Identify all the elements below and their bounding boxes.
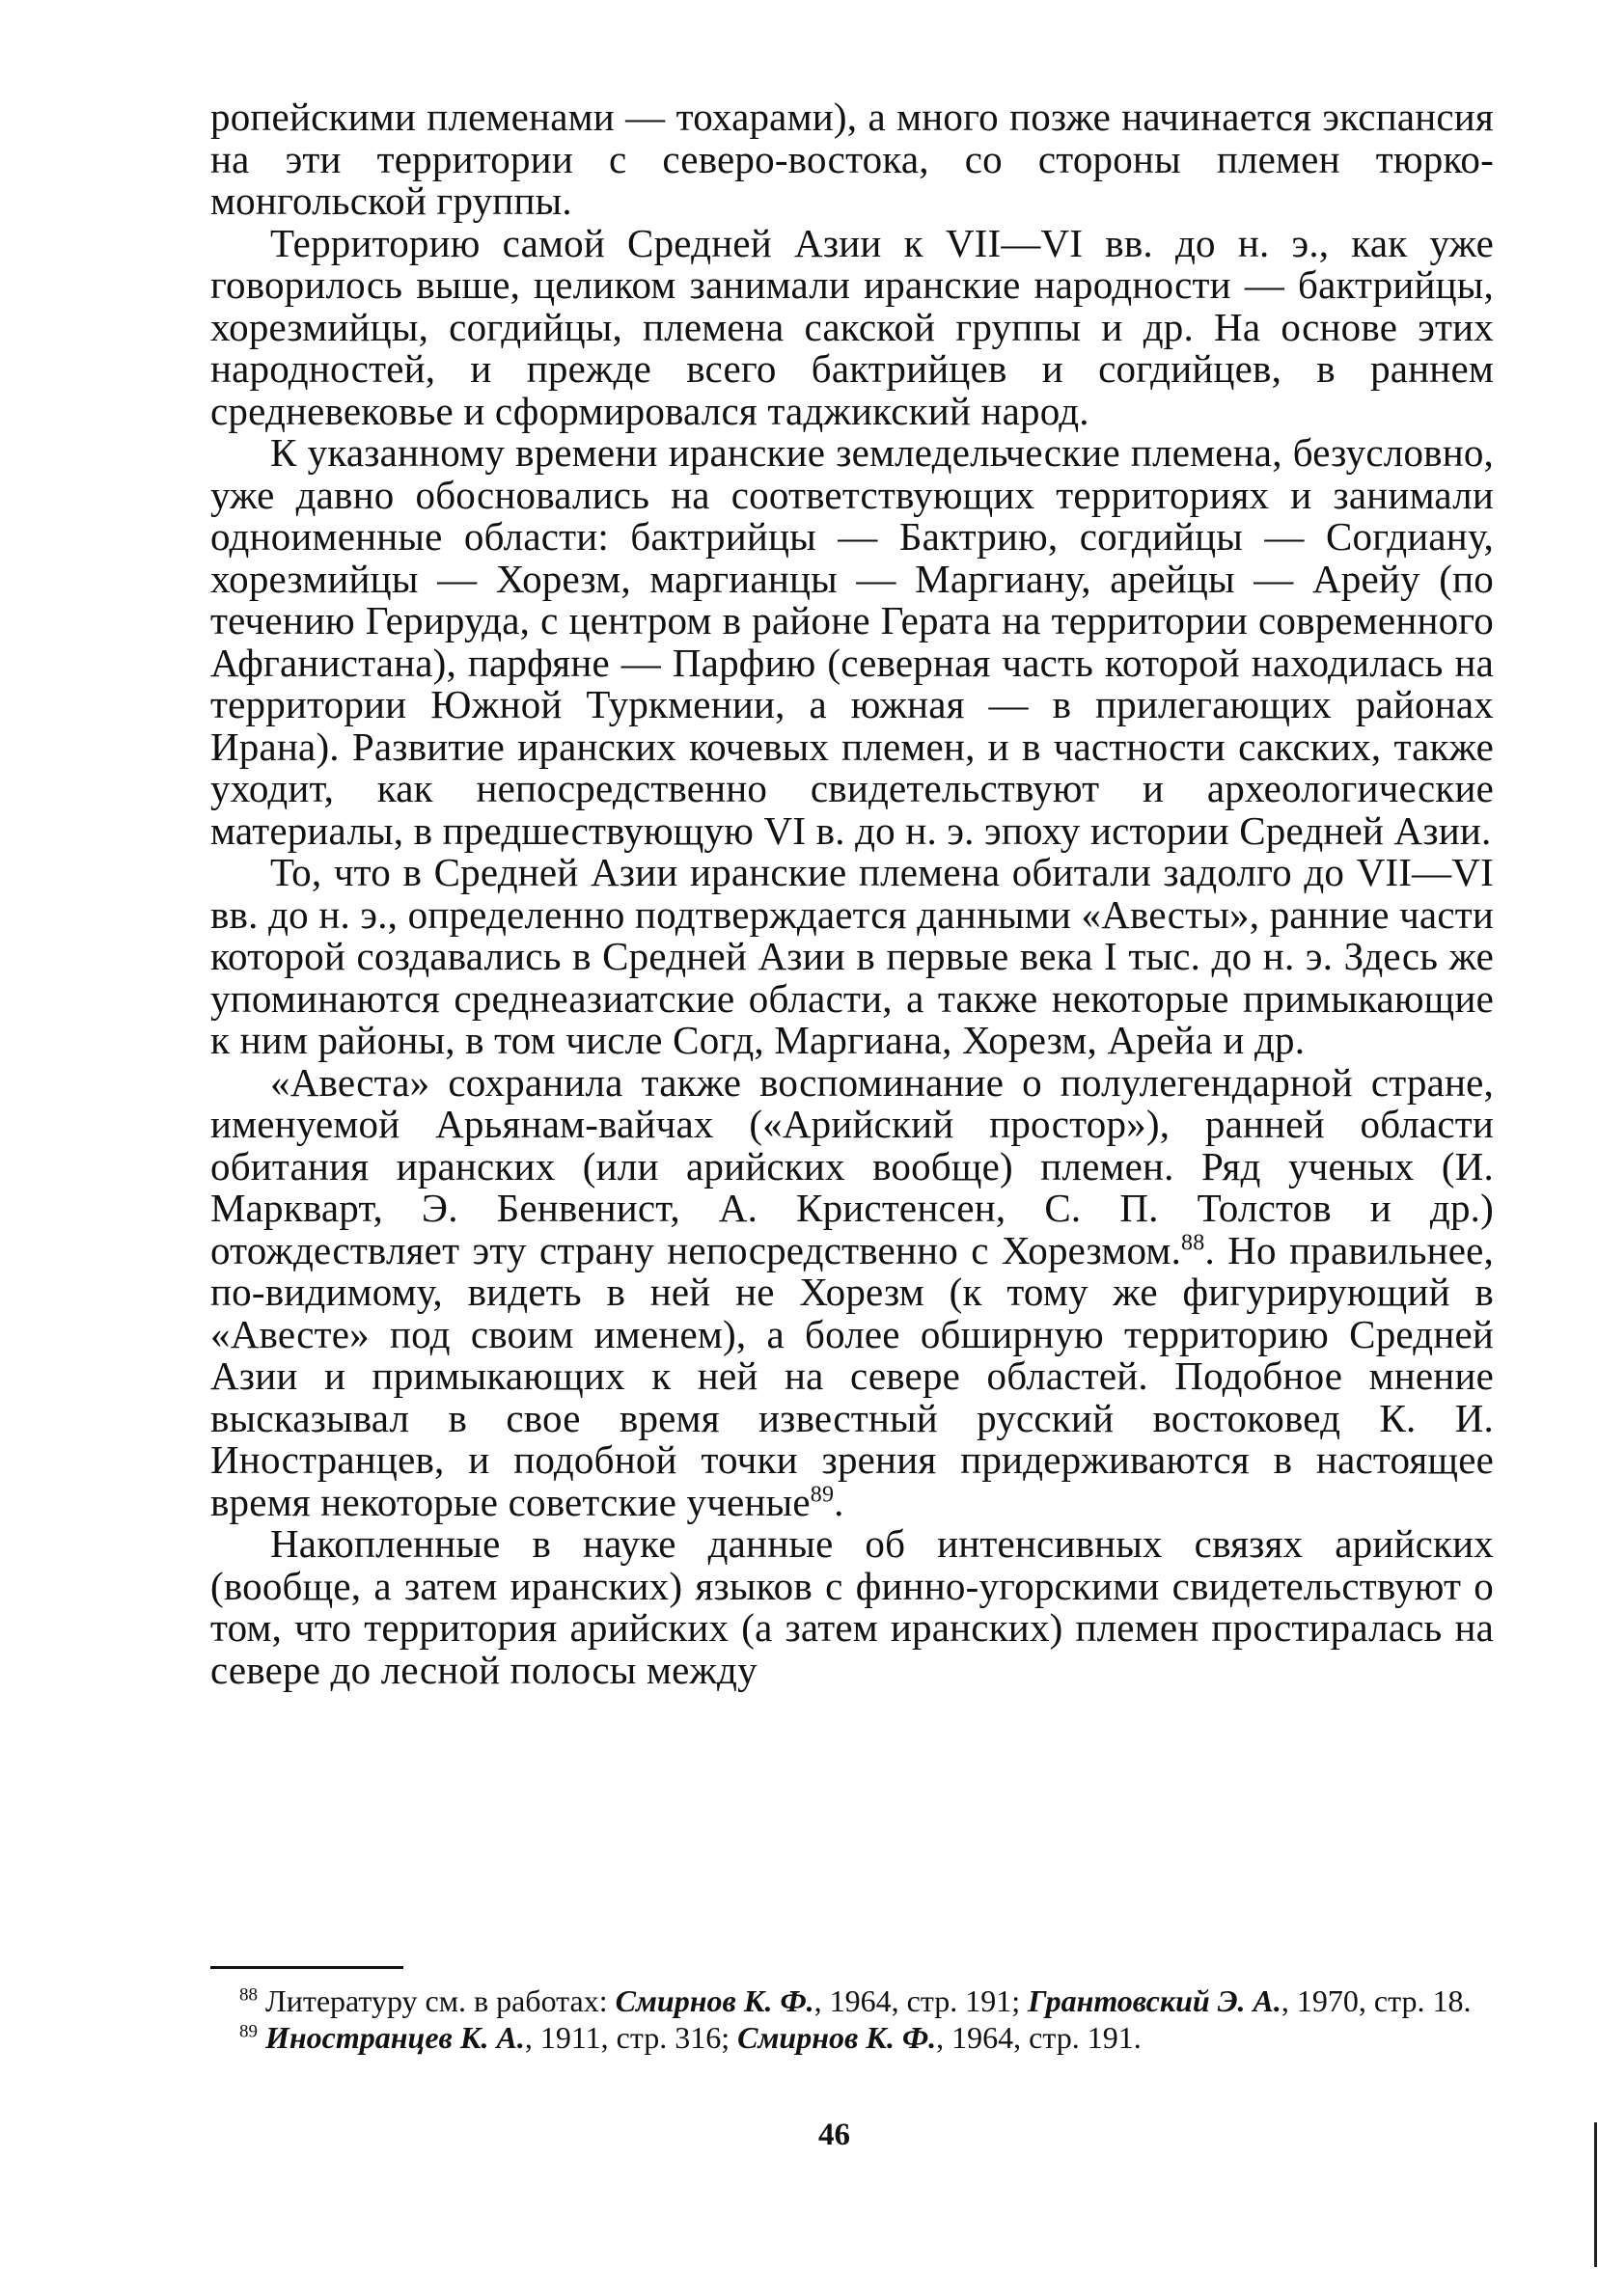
scan-edge-mark <box>1594 2122 1597 2267</box>
paragraph-2: Территорию самой Средней Азии к VII—VI вв. до н. э., как уже говорилось выше, целиком занимали иранские народности — бактрийцы, хорезмийцы, согдийцы, племена сакской группы и др. На основе этих народностей, и прежде всего бактрийцев и согдийцев, в раннем средневековье и сформировался таджикский народ. <box>210 220 1494 433</box>
footnote-89-author-b: Смирнов К. Ф. <box>737 2020 937 2055</box>
footnote-89-text-b: , 1964, стр. 191. <box>936 2020 1142 2055</box>
paragraph-5-part-3: . <box>834 1479 844 1524</box>
paragraph-3: К указанному времени иранские земледельческие племена, безусловно, уже давно обосновались на соответствующих территориях и занимали одноименные области: бактрийцы — Бактрию, согдийцы — Согдиану, хорезмийцы — Хорезм, маргианцы — Маргиану, арейцы — Арейу (по течению Герируда, с центром в районе Герата на территории современного Афганистана), парфяне — Парфию (северная часть которой находилась на территории Южной Туркмении, а южная — в прилегающих районах Ирана). Развитие иранских кочевых племен, и в частности сакских, также уходит, как непосредственно свидетельствуют и археологические материалы, в предшествующую VI в. до н. э. эпоху истории Средней Азии. <box>210 430 1494 853</box>
page-number: 46 <box>818 2118 850 2152</box>
footnote-mark-88: 88 <box>239 1984 258 2006</box>
footnote-88-author-a: Смирнов К. Ф. <box>615 1983 814 2018</box>
footnote-88-text-a: Литературу см. в работах: <box>265 1983 616 2018</box>
paragraph-4: То, что в Средней Азии иранские племена обитали задолго до VII—VI вв. до н. э., определенно подтверждается данными «Авесты», ранние части которой создавались в Средней Азии в первые века I тыс. до н. э. Здесь же упоминаются среднеазиатские области, а также некоторые примыкающие к ним районы, в том числе Согд, Маргиана, Хорезм, Арейа и др. <box>210 850 1494 1062</box>
footnote-ref-89[interactable]: 89 <box>810 1481 835 1507</box>
footnote-88-text-b: , 1964, стр. 191; <box>813 1983 1029 2018</box>
footnote-88-text-c: , 1970, стр. 18. <box>1281 1983 1472 2018</box>
paragraph-1: ропейскими племенами — тохарами), а много позже начинается экспансия на эти территории с северо-востока, со стороны племен тюрко-монгольской группы. <box>210 95 1494 223</box>
footnote-88 <box>210 1982 1494 2019</box>
footnote-88-author-b: Грантовский Э. А. <box>1028 1983 1281 2018</box>
footnote-89-text-a: , 1911, стр. 316; <box>524 2020 738 2055</box>
paragraph-5 <box>210 1059 1494 1524</box>
footnotes <box>210 1982 1494 2056</box>
paragraph-5-part-2: . Но правильнее, по-видимому, видеть в ней не Хорезм (к тому же фигурирующий в «Авесте» под своим именем), а более обширную территорию Средней Азии и примыкающих к ней на севере областей. Подобное мнение высказывал в свое время известный русский востоковед К. И. Иностранцев, и подобной точки зрения придерживаются в настоящее время некоторые советские ученые <box>210 1227 1494 1524</box>
paragraph-5-part-1: «Авеста» сохранила также воспоминание о полулегендарной стране, именуемой Арьянам-вайчах («Арийский простор»), ранней области обитания иранских (или арийских вообще) племен. Ряд ученых (И. Маркварт, Э. Бенвенист, А. Кристенсен, С. П. Толстов и др.) отождествляет эту страну непосредственно с Хорезмом. <box>210 1059 1494 1272</box>
main-text <box>210 96 1494 1691</box>
footnote-divider <box>210 1966 403 1969</box>
footnote-ref-88[interactable]: 88 <box>1181 1229 1205 1255</box>
paragraph-6: Накопленные в науке данные об интенсивных связях арийских (вообще, а затем иранских) языков с финно-угорскими свидетельствуют о том, что территория арийских (а затем иранских) племен простиралась на севере до лесной полосы между <box>210 1521 1494 1692</box>
footnote-89-author-a: Иностранцев К. А. <box>265 2020 525 2055</box>
footnote-mark-89: 89 <box>239 2021 258 2042</box>
footnote-89 <box>210 2019 1494 2056</box>
